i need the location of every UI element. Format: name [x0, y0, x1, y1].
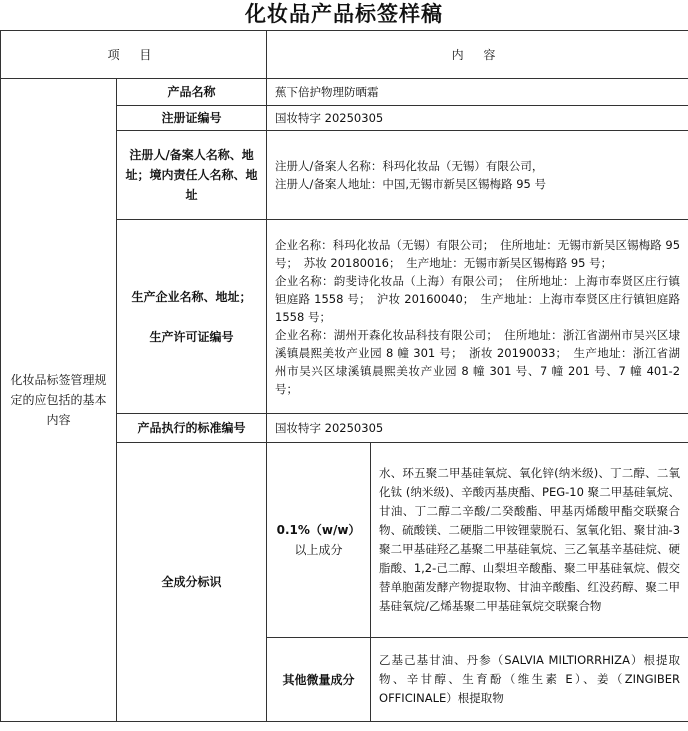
header-content: 内 容 — [267, 31, 688, 79]
manufacturer-entry-1: 企业名称：科玛化妆品（无锡）有限公司； 住所地址：无锡市新吴区锡梅路 95 号； 苏妆 20180016； 生产地址：无锡市新吴区锡梅路 95 号； — [275, 237, 681, 270]
category-label: 化妆品标签管理规定的应包括的基本内容 — [10, 373, 107, 427]
manufacturer-entry-3: 企业名称：湖州开森化妆品科技有限公司； 住所地址：浙江省湖州市吴兴区埭溪镇晨熙美妆产业园 8 幢 301 号； 浙妆 20190033； 生产地址：浙江省湖州市吴兴区埭溪镇晨熙美妆产业园 8 幢 301 号、7 幢 201 号、7 幢 401-2 号； — [275, 327, 681, 396]
category-cell — [1, 79, 117, 722]
registrant-value — [267, 131, 688, 220]
manufacturer-label — [117, 220, 267, 414]
major-ingredients-label — [267, 443, 371, 638]
label-table — [0, 30, 688, 722]
registrant-name-line: 注册人/备案人名称：科玛化妆品（无锡）有限公司， — [275, 159, 544, 173]
row-product-name — [1, 79, 688, 106]
manufacturer-label-line-2: 生产许可证编号 — [149, 329, 234, 344]
header-row — [1, 31, 688, 79]
registrant-address-line: 注册人/备案人地址：中国,无锡市新吴区锡梅路 95 号 — [275, 177, 546, 191]
manufacturer-label-line-1: 生产企业名称、地址； — [131, 289, 252, 304]
registration-label: 注册证编号 — [117, 106, 267, 131]
manufacturer-value — [267, 220, 688, 414]
registration-value: 国妆特字 20250305 — [267, 106, 688, 131]
minor-ingredients-label: 其他微量成分 — [267, 638, 371, 722]
major-threshold: 0.1%（w/w） — [276, 523, 361, 537]
registrant-label: 注册人/备案人名称、地址；境内责任人名称、地址 — [117, 131, 267, 220]
manufacturer-entry-2: 企业名称：韵斐诗化妆品（上海）有限公司； 住所地址：上海市奉贤区庄行镇钽庭路 1558 号； 沪妆 20160040； 生产地址：上海市奉贤区庄行镇钽庭路 1558 号； — [275, 273, 681, 324]
product-name-value: 蕉下倍护物理防晒霜 — [267, 79, 688, 106]
minor-ingredients-value: 乙基己基甘油、丹参（SALVIA MILTIORRHIZA）根提取物、辛甘醇、生育酚（维生素 E）、姜（ZINGIBER OFFICINALE）根提取物 — [371, 638, 688, 722]
page-title: 化妆品产品标签样稿 — [245, 1, 443, 26]
standard-label: 产品执行的标准编号 — [117, 414, 267, 443]
header-item: 项 目 — [1, 31, 267, 79]
major-ingredients-value: 水、环五聚二甲基硅氧烷、氧化锌(纳米级)、丁二醇、二氧化钛 (纳米级)、辛酸丙基庚酯、PEG-10 聚二甲基硅氧烷、甘油、丁二醇二辛酸/二癸酸酯、甲基丙烯酸甲酯交联聚合物、硫酸镁、二硬脂二甲铵锂蒙脱石、氢氧化铝、聚甘油-3 聚二甲基硅羟乙基聚二甲基硅氧烷、三乙氧基辛基硅烷、硬脂酸、1,2-己二醇、山梨坦辛酸酯、聚二甲基硅氧烷、假交替单胞菌发酵产物提取物、甘油辛酸酯、红没药醇、聚二甲基硅氧烷/乙烯基聚二甲基硅氧烷交联聚合物 — [371, 443, 688, 638]
major-threshold-suffix: 以上成分 — [294, 543, 343, 557]
standard-value: 国妆特字 20250305 — [267, 414, 688, 443]
product-name-label: 产品名称 — [117, 79, 267, 106]
ingredients-label: 全成分标识 — [117, 443, 267, 722]
